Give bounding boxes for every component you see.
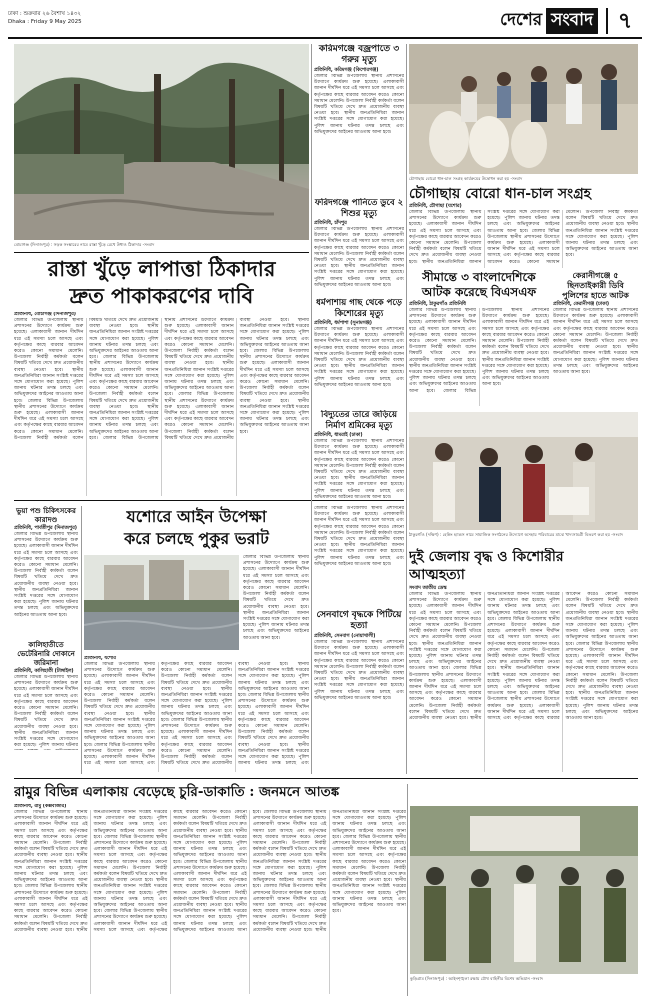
bsf-title-line2: আটক করেছে বিএসএফ — [421, 285, 537, 299]
karimganj-byline: প্রতিনিধি, করিমগঞ্জ (কিশোরগঞ্জ) — [314, 68, 379, 73]
jessore-article — [243, 555, 309, 655]
road-article — [14, 312, 309, 497]
fultola-article — [314, 198, 404, 293]
tree-body: জেলার বিভিন্ন উপজেলায় স্থানীয় প্রশাসনের উদ্যোগে কার্যক্রম শুরু হয়েছে। এলাকাবাসী জানান দীর্ঘদিন ধরে এই সমস্যা চলে আসছে এবং কর্তৃপক্ষের কাছে বারবার আবেদন করেও কোনো সমাধান মেলেনি। উপজেলা নির্বাহী কর্মকর্তা বলেন বিষয়টি খতিয়ে দেখে দ্রুত প্রয়োজনীয় ব্যবস্থা নেওয়া হবে। স্থানীয় জনপ্রতিনিধিরা জানান সংশ্লিষ্ট দপ্তরের সঙ্গে যোগাযোগ করা হয়েছে। পুলিশ জানায় ঘটনার তদন্ত চলছে এবং অভিযুক্তদের আইনের আওতায় আনা হবে। — [314, 327, 404, 388]
bsf-title-line1: সীমান্তে ৩ বাংলাদেশিকে — [422, 270, 536, 284]
chougachha-byline: প্রতিনিধি, চৌগাছা (যশোর) — [409, 204, 462, 209]
relief-photo — [409, 412, 638, 530]
section-title-left: দেশের — [500, 10, 543, 30]
bhola-title: ভুয়া পশু চিকিৎসকের কারাদণ্ড — [16, 506, 76, 524]
ramu-body: জেলার বিভিন্ন উপজেলায় স্থানীয় প্রশাসনের উদ্যোগে কার্যক্রম শুরু হয়েছে। এলাকাবাসী জানান দীর্ঘদিন ধরে এই সমস্যা চলে আসছে এবং কর্তৃপক্ষের কাছে বারবার আবেদন করেও কোনো সমাধান মেলেনি। উপজেলা নির্বাহী কর্মকর্তা বলেন বিষয়টি খতিয়ে দেখে দ্রুত প্রয়োজনীয় ব্যবস্থা নেওয়া হবে। স্থানীয় জনপ্রতিনিধিরা জানান সংশ্লিষ্ট দপ্তরের সঙ্গে যোগাযোগ করা হয়েছে। পুলিশ জানায় ঘটনার তদন্ত চলছে এবং অভিযুক্তদের আইনের আওতায় আনা হবে। জেলার বিভিন্ন উপজেলায় স্থানীয় প্রশাসনের উদ্যোগে কার্যক্রম শুরু হয়েছে। এলাকাবাসী জানান দীর্ঘদিন ধরে এই সমস্যা চলে আসছে এবং কর্তৃপক্ষের কাছে বারবার আবেদন করেও কোনো সমাধান মেলেনি। উপজেলা নির্বাহী কর্মকর্তা বলেন বিষয়টি খতিয়ে দেখে দ্রুত প্রয়োজনীয় ব্যবস্থা নেওয়া হবে। স্থানীয় জনপ্রতিনিধিরা জানান সংশ্লিষ্ট দপ্তরের সঙ্গে যোগাযোগ করা হয়েছে। পুলিশ জানায় ঘটনার তদন্ত চলছে এবং অভিযুক্তদের আইনের আওতায় আনা হবে। জেলার বিভিন্ন উপজেলায় স্থানীয় প্রশাসনের উদ্যোগে কার্যক্রম শুরু হয়েছে। এলাকাবাসী জানান দীর্ঘদিন ধরে এই সমস্যা চলে আসছে এবং কর্তৃপক্ষের কাছে বারবার আবেদন করেও কোনো সমাধান মেলেনি। উপজেলা নির্বাহী কর্মকর্তা বলেন বিষয়টি খতিয়ে দেখে দ্রুত প্রয়োজনীয় ব্যবস্থা নেওয়া হবে। স্থানীয় জনপ্রতিনিধিরা জানান সংশ্লিষ্ট দপ্তরের সঙ্গে যোগাযোগ করা হয়েছে। পুলিশ জানায় ঘটনার তদন্ত চলছে এবং অভিযুক্তদের আইনের আওতায় আনা হবে। জেলার বিভিন্ন উপজেলায় স্থানীয় প্রশাসনের উদ্যোগে কার্যক্রম শুরু হয়েছে। এলাকাবাসী জানান দীর্ঘদিন ধরে এই সমস্যা চলে আসছে এবং কর্তৃপক্ষের কাছে বারবার আবেদন করেও কোনো সমাধান মেলেনি। উপজেলা নির্বাহী কর্মকর্তা বলেন বিষয়টি খতিয়ে দেখে দ্রুত প্রয়োজনীয় ব্যবস্থা নেওয়া হবে। স্থানীয় জনপ্রতিনিধিরা জানান সংশ্লিষ্ট দপ্তরের সঙ্গে যোগাযোগ করা হয়েছে। পুলিশ জানায় ঘটনার তদন্ত চলছে এবং অভিযুক্তদের আইনের আওতায় আনা হবে। জেলার বিভিন্ন উপজেলায় স্থানীয় প্রশাসনের উদ্যোগে কার্যক্রম শুরু হয়েছে। এলাকাবাসী জানান দীর্ঘদিন ধরে এই সমস্যা চলে আসছে এবং কর্তৃপক্ষের কাছে বারবার আবেদন করেও কোনো সমাধান মেলেনি। উপজেলা নির্বাহী কর্মকর্তা বলেন বিষয়টি খতিয়ে দেখে দ্রুত প্রয়োজনীয় ব্যবস্থা নেওয়া হবে। স্থানীয় জনপ্রতিনিধিরা জানান সংশ্লিষ্ট দপ্তরের সঙ্গে যোগাযোগ করা হয়েছে। পুলিশ জানায় ঘটনার তদন্ত চলছে এবং অভিযুক্তদের আইনের আওতায় আনা হবে। জেলার বিভিন্ন উপজেলায় স্থানীয় প্রশাসনের উদ্যোগে কার্যক্রম শুরু হয়েছে। এলাকাবাসী জানান দীর্ঘদিন ধরে এই সমস্যা চলে আসছে এবং কর্তৃপক্ষের কাছে বারবার আবেদন করেও কোনো সমাধান মেলেনি। উপজেলা নির্বাহী কর্মকর্তা বলেন বিষয়টি খতিয়ে দেখে দ্রুত প্রয়োজনীয় ব্যবস্থা নেওয়া হবে। স্থানীয় জনপ্রতিনিধিরা জানান সংশ্লিষ্ট দপ্তরের সঙ্গে যোগাযোগ করা হয়েছে। পুলিশ জানায় ঘটনার তদন্ত চলছে এবং অভিযুক্তদের আইনের আওতায় আনা হবে। জেলার বিভিন্ন উপজেলায় স্থানীয় প্রশাসনের উদ্যোগে কার্যক্রম শুরু হয়েছে। এলাকাবাসী জানান দীর্ঘদিন ধরে এই সমস্যা চলে আসছে এবং কর্তৃপক্ষের কাছে বারবার আবেদন করেও কোনো সমাধান মেলেনি। উপজেলা নির্বাহী কর্মকর্তা বলেন বিষয়টি খতিয়ে দেখে দ্রুত প্রয়োজনীয় ব্যবস্থা নেওয়া হবে। স্থানীয় জনপ্রতিনিধিরা জানান সংশ্লিষ্ট দপ্তরের সঙ্গে যোগাযোগ করা হয়েছে। পুলিশ জানায় ঘটনার তদন্ত চলছে এবং অভিযুক্তদের আইনের আওতায় আনা হবে। জেলার বিভিন্ন উপজেলায় স্থানীয় প্রশাসনের উদ্যোগে কার্যক্রম শুরু হয়েছে। এলাকাবাসী জানান দীর্ঘদিন ধরে এই সমস্যা চলে আসছে এবং কর্তৃপক্ষের কাছে বারবার আবেদন করেও কোনো সমাধান মেলেনি। উপজেলা নির্বাহী কর্মকর্তা বলেন বিষয়টি খতিয়ে দেখে দ্রুত প্রয়োজনীয় ব্যবস্থা নেওয়া হবে। স্থানীয় জনপ্রতিনিধিরা জানান সংশ্লিষ্ট দপ্তরের সঙ্গে যোগাযোগ করা হয়েছে। পুলিশ জানায় ঘটনার তদন্ত চলছে এবং অভিযুক্তদের আইনের আওতায় আনা হবে। — [14, 810, 406, 933]
dateline — [8, 10, 168, 32]
senbagh-title: সেনবাগে বৃদ্ধকে পিটিয়ে হত্যা — [316, 610, 402, 631]
suicide-byline: সংবাদ জাতীয় ডেস্ক — [409, 586, 447, 591]
rice-collection-svg — [409, 44, 638, 174]
col-sep-2 — [406, 44, 407, 774]
road-photo — [14, 44, 309, 240]
karimganj-title: করিমগঞ্জে বজ্রপাতে ৩ গরুর মৃত্যু — [318, 44, 400, 65]
senbagh-body: জেলার বিভিন্ন উপজেলায় স্থানীয় প্রশাসনের উদ্যোগে কার্যক্রম শুরু হয়েছে। এলাকাবাসী জানান দীর্ঘদিন ধরে এই সমস্যা চলে আসছে এবং কর্তৃপক্ষের কাছে বারবার আবেদন করেও কোনো সমাধান মেলেনি। উপজেলা নির্বাহী কর্মকর্তা বলেন বিষয়টি খতিয়ে দেখে দ্রুত প্রয়োজনীয় ব্যবস্থা নেওয়া হবে। স্থানীয় জনপ্রতিনিধিরা জানান সংশ্লিষ্ট দপ্তরের সঙ্গে যোগাযোগ করা হয়েছে। পুলিশ জানায় ঘটনার তদন্ত চলছে এবং অভিযুক্তদের আইনের আওতায় আনা হবে। — [314, 640, 404, 701]
suicide-title-line1: দুই জেলায় বৃদ্ধ ও কিশোরীর — [409, 549, 564, 565]
chougachha-article — [409, 185, 638, 269]
senbagh-body-top: জেলার বিভিন্ন উপজেলায় স্থানীয় প্রশাসনের উদ্যোগে কার্যক্রম শুরু হয়েছে। এলাকাবাসী জানান দীর্ঘদিন ধরে এই সমস্যা চলে আসছে এবং কর্তৃপক্ষের কাছে বারবার আবেদন করেও কোনো সমাধান মেলেনি। উপজেলা নির্বাহী কর্মকর্তা বলেন বিষয়টি খতিয়ে দেখে দ্রুত প্রয়োজনীয় ব্যবস্থা নেওয়া হবে। স্থানীয় জনপ্রতিনিধিরা জানান সংশ্লিষ্ট দপ্তরের সঙ্গে যোগাযোগ করা হয়েছে। পুলিশ জানায় ঘটনার তদন্ত চলছে এবং অভিযুক্তদের আইনের আওতায় আনা হবে। — [314, 506, 404, 567]
bhola-byline: প্রতিনিধি, পার্বতীপুর (দিনাজপুর) — [14, 526, 77, 531]
mid-rule — [14, 500, 404, 501]
ramu-article — [14, 804, 406, 996]
road-body: জেলার বিভিন্ন উপজেলায় স্থানীয় প্রশাসনের উদ্যোগে কার্যক্রম শুরু হয়েছে। এলাকাবাসী জানান দীর্ঘদিন ধরে এই সমস্যা চলে আসছে এবং কর্তৃপক্ষের কাছে বারবার আবেদন করেও কোনো সমাধান মেলেনি। উপজেলা নির্বাহী কর্মকর্তা বলেন বিষয়টি খতিয়ে দেখে দ্রুত প্রয়োজনীয় ব্যবস্থা নেওয়া হবে। স্থানীয় জনপ্রতিনিধিরা জানান সংশ্লিষ্ট দপ্তরের সঙ্গে যোগাযোগ করা হয়েছে। পুলিশ জানায় ঘটনার তদন্ত চলছে এবং অভিযুক্তদের আইনের আওতায় আনা হবে। জেলার বিভিন্ন উপজেলায় স্থানীয় প্রশাসনের উদ্যোগে কার্যক্রম শুরু হয়েছে। এলাকাবাসী জানান দীর্ঘদিন ধরে এই সমস্যা চলে আসছে এবং কর্তৃপক্ষের কাছে বারবার আবেদন করেও কোনো সমাধান মেলেনি। উপজেলা নির্বাহী কর্মকর্তা বলেন বিষয়টি খতিয়ে দেখে দ্রুত প্রয়োজনীয় ব্যবস্থা নেওয়া হবে। স্থানীয় জনপ্রতিনিধিরা জানান সংশ্লিষ্ট দপ্তরের সঙ্গে যোগাযোগ করা হয়েছে। পুলিশ জানায় ঘটনার তদন্ত চলছে এবং অভিযুক্তদের আইনের আওতায় আনা হবে। জেলার বিভিন্ন উপজেলায় স্থানীয় প্রশাসনের উদ্যোগে কার্যক্রম শুরু হয়েছে। এলাকাবাসী জানান দীর্ঘদিন ধরে এই সমস্যা চলে আসছে এবং কর্তৃপক্ষের কাছে বারবার আবেদন করেও কোনো সমাধান মেলেনি। উপজেলা নির্বাহী কর্মকর্তা বলেন বিষয়টি খতিয়ে দেখে দ্রুত প্রয়োজনীয় ব্যবস্থা নেওয়া হবে। স্থানীয় জনপ্রতিনিধিরা জানান সংশ্লিষ্ট দপ্তরের সঙ্গে যোগাযোগ করা হয়েছে। পুলিশ জানায় ঘটনার তদন্ত চলছে এবং অভিযুক্তদের আইনের আওতায় আনা হবে। জেলার বিভিন্ন উপজেলায় স্থানীয় প্রশাসনের উদ্যোগে কার্যক্রম শুরু হয়েছে। এলাকাবাসী জানান দীর্ঘদিন ধরে এই সমস্যা চলে আসছে এবং কর্তৃপক্ষের কাছে বারবার আবেদন করেও কোনো সমাধান মেলেনি। উপজেলা নির্বাহী কর্মকর্তা বলেন বিষয়টি খতিয়ে দেখে দ্রুত প্রয়োজনীয় ব্যবস্থা নেওয়া হবে। স্থানীয় জনপ্রতিনিধিরা জানান সংশ্লিষ্ট দপ্তরের সঙ্গে যোগাযোগ করা হয়েছে। পুলিশ জানায় ঘটনার তদন্ত চলছে এবং অভিযুক্তদের আইনের আওতায় আনা হবে। জেলার বিভিন্ন উপজেলায় স্থানীয় প্রশাসনের উদ্যোগে কার্যক্রম শুরু হয়েছে। এলাকাবাসী জানান দীর্ঘদিন ধরে এই সমস্যা চলে আসছে এবং কর্তৃপক্ষের কাছে বারবার আবেদন করেও কোনো সমাধান মেলেনি। উপজেলা নির্বাহী কর্মকর্তা বলেন বিষয়টি খতিয়ে দেখে দ্রুত প্রয়োজনীয় ব্যবস্থা নেওয়া হবে। স্থানীয় জনপ্রতিনিধিরা জানান সংশ্লিষ্ট দপ্তরের সঙ্গে যোগাযোগ করা হয়েছে। পুলিশ জানায় ঘটনার তদন্ত চলছে এবং অভিযুক্তদের আইনের আওতায় আনা হবে। জেলার বিভিন্ন উপজেলায় স্থানীয় প্রশাসনের উদ্যোগে কার্যক্রম শুরু হয়েছে। এলাকাবাসী জানান দীর্ঘদিন ধরে এই সমস্যা চলে আসছে এবং কর্তৃপক্ষের কাছে বারবার আবেদন করেও কোনো সমাধান মেলেনি। উপজেলা নির্বাহী কর্মকর্তা বলেন বিষয়টি খতিয়ে দেখে দ্রুত প্রয়োজনীয় ব্যবস্থা নেওয়া হবে। স্থানীয় জনপ্রতিনিধিরা জানান সংশ্লিষ্ট দপ্তরের সঙ্গে যোগাযোগ করা হয়েছে। পুলিশ জানায় ঘটনার তদন্ত চলছে এবং অভিযুক্তদের আইনের আওতায় আনা হবে। — [14, 318, 309, 441]
electric-body: জেলার বিভিন্ন উপজেলায় স্থানীয় প্রশাসনের উদ্যোগে কার্যক্রম শুরু হয়েছে। এলাকাবাসী জানান দীর্ঘদিন ধরে এই সমস্যা চলে আসছে এবং কর্তৃপক্ষের কাছে বারবার আবেদন করেও কোনো সমাধান মেলেনি। উপজেলা নির্বাহী কর্মকর্তা বলেন বিষয়টি খতিয়ে দেখে দ্রুত প্রয়োজনীয় ব্যবস্থা নেওয়া হবে। স্থানীয় জনপ্রতিনিধিরা জানান সংশ্লিষ্ট দপ্তরের সঙ্গে যোগাযোগ করা হয়েছে। পুলিশ জানায় ঘটনার তদন্ত চলছে এবং অভিযুক্তদের আইনের আওতায় আনা হবে। — [314, 439, 404, 498]
road-headline-top-rule — [14, 252, 309, 253]
karimganj-article — [314, 44, 404, 194]
masthead-rule — [8, 37, 642, 39]
dateline-bn: ঢাকা : শুক্রবার ২৬ বৈশাখ ১৪৩২ — [8, 11, 81, 17]
electric-title: বিদ্যুতের তারে জড়িয়ে নির্মাণ শ্রমিকের মৃত্যু — [321, 410, 397, 431]
kaliganj-body: জেলার বিভিন্ন উপজেলায় স্থানীয় প্রশাসনের উদ্যোগে কার্যক্রম শুরু হয়েছে। এলাকাবাসী জানান দীর্ঘদিন ধরে এই সমস্যা চলে আসছে এবং কর্তৃপক্ষের কাছে বারবার আবেদন করেও কোনো সমাধান মেলেনি। উপজেলা নির্বাহী কর্মকর্তা বলেন বিষয়টি খতিয়ে দেখে দ্রুত প্রয়োজনীয় ব্যবস্থা নেওয়া হবে। স্থানীয় জনপ্রতিনিধিরা জানান সংশ্লিষ্ট দপ্তরের সঙ্গে যোগাযোগ করা হয়েছে। পুলিশ জানায় ঘটনার — [14, 675, 78, 749]
keraniganj-article — [553, 270, 638, 410]
relief-scene-svg — [409, 412, 638, 530]
senbagh-byline: প্রতিনিধি, সেনবাগ (নোয়াখালী) — [314, 634, 376, 639]
col-sep-3 — [81, 506, 82, 774]
kaliganj-article — [14, 640, 78, 750]
tree-title: ধর্মপাশায় গাছ থেকে পড়ে কিশোরের মৃত্যু — [316, 298, 402, 319]
bhola-body: জেলার বিভিন্ন উপজেলায় স্থানীয় প্রশাসনের উদ্যোগে কার্যক্রম শুরু হয়েছে। এলাকাবাসী জানান দীর্ঘদিন ধরে এই সমস্যা চলে আসছে এবং কর্তৃপক্ষের কাছে বারবার আবেদন করেও কোনো সমাধান মেলেনি। উপজেলা নির্বাহী কর্মকর্তা বলেন বিষয়টি খতিয়ে দেখে দ্রুত প্রয়োজনীয় ব্যবস্থা নেওয়া হবে। স্থানীয় জনপ্রতিনিধিরা জানান সংশ্লিষ্ট দপ্তরের সঙ্গে যোগাযোগ করা হয়েছে। পুলিশ জানায় ঘটনার তদন্ত চলছে এবং অভিযুক্তদের আইনের আওতায় আনা হবে। — [14, 532, 78, 618]
fultola-body: জেলার বিভিন্ন উপজেলায় স্থানীয় প্রশাসনের উদ্যোগে কার্যক্রম শুরু হয়েছে। এলাকাবাসী জানান দীর্ঘদিন ধরে এই সমস্যা চলে আসছে এবং কর্তৃপক্ষের কাছে বারবার আবেদন করেও কোনো সমাধান মেলেনি। উপজেলা নির্বাহী কর্মকর্তা বলেন বিষয়টি খতিয়ে দেখে দ্রুত প্রয়োজনীয় ব্যবস্থা নেওয়া হবে। স্থানীয় জনপ্রতিনিধিরা জানান সংশ্লিষ্ট দপ্তরের সঙ্গে যোগাযোগ করা হয়েছে। পুলিশ জানায় ঘটনার তদন্ত চলছে এবং অভিযুক্তদের আইনের আওতায় আনা হবে। — [314, 227, 404, 288]
section-title — [428, 8, 598, 34]
chougachha-photo — [409, 44, 638, 174]
bottom-photo-caption: কুড়িগ্রাম (দিনাজপুর) : আইনশৃঙ্খলা রক্ষায় যৌথ বাহিনীর বিশেষ অভিযান -সংবাদ — [410, 976, 544, 981]
bsf-byline: প্রতিনিধি, ঠাকুরগাঁও প্রতিনিধি — [409, 302, 466, 307]
section-title-right: সংবাদ — [546, 8, 598, 34]
relief-photo-caption: ঠাকুরগাঁও (দক্ষিণ) : হেল্পিং হ্যান্ডস নামে সামাজিক সংগঠনের উদ্যোগে অসহায় পরিবারের মাঝে খাদ্যসামগ্রী বিতরণ করা হয় -সংবাদ — [409, 532, 624, 537]
col-sep-1 — [311, 44, 312, 774]
jessore-byline: প্রতিনিধি, যশোর — [84, 656, 116, 661]
keraniganj-title: কেরানীগঞ্জে ৫ ছিনতাইকারী ডিবি পুলিশের হাতে আটক — [562, 270, 629, 300]
karimganj-body: জেলার বিভিন্ন উপজেলায় স্থানীয় প্রশাসনের উদ্যোগে কার্যক্রম শুরু হয়েছে। এলাকাবাসী জানান দীর্ঘদিন ধরে এই সমস্যা চলে আসছে এবং কর্তৃপক্ষের কাছে বারবার আবেদন করেও কোনো সমাধান মেলেনি। উপজেলা নির্বাহী কর্মকর্তা বলেন বিষয়টি খতিয়ে দেখে দ্রুত প্রয়োজনীয় ব্যবস্থা নেওয়া হবে। স্থানীয় জনপ্রতিনিধিরা জানান সংশ্লিষ্ট দপ্তরের সঙ্গে যোগাযোগ করা হয়েছে। পুলিশ জানায় ঘটনার তদন্ত চলছে এবং অভিযুক্তদের আইনের আওতায় আনা হবে। — [314, 74, 404, 135]
fultola-title: ফরিদগঞ্জে পানিতে ডুবে ২ শিশুর মৃত্যু — [314, 198, 404, 219]
fultola-byline: প্রতিনিধি, চাঁদপুর — [314, 221, 347, 226]
col-sep-4 — [407, 784, 408, 996]
electric-article — [314, 410, 404, 498]
road-photo-caption: বোচাগঞ্জ (দিনাজপুর) : সড়ক সংস্কারের নামে রাস্তা খুঁড়ে রেখে উধাও ঠিকাদার -সংবাদ — [14, 242, 155, 247]
bsf-article — [409, 270, 549, 410]
road-title-line1: রাস্তা খুঁড়ে লাপাত্তা ঠিকাদার — [47, 256, 276, 281]
suicide-article — [409, 548, 638, 774]
ramu-title: রামুর বিভিন্ন এলাকায় বেড়েছে চুরি-ডাকাতি : জনমনে আতঙ্ক — [14, 784, 340, 800]
bsf-body: জেলার বিভিন্ন উপজেলায় স্থানীয় প্রশাসনের উদ্যোগে কার্যক্রম শুরু হয়েছে। এলাকাবাসী জানান দীর্ঘদিন ধরে এই সমস্যা চলে আসছে এবং কর্তৃপক্ষের কাছে বারবার আবেদন করেও কোনো সমাধান মেলেনি। উপজেলা নির্বাহী কর্মকর্তা বলেন বিষয়টি খতিয়ে দেখে দ্রুত প্রয়োজনীয় ব্যবস্থা নেওয়া হবে। স্থানীয় জনপ্রতিনিধিরা জানান সংশ্লিষ্ট দপ্তরের সঙ্গে যোগাযোগ করা হয়েছে। পুলিশ জানায় ঘটনার তদন্ত চলছে এবং অভিযুক্তদের আইনের আওতায় আনা হবে। জেলার বিভিন্ন উপজেলায় স্থানীয় প্রশাসনের উদ্যোগে কার্যক্রম শুরু হয়েছে। এলাকাবাসী জানান দীর্ঘদিন ধরে এই সমস্যা চলে আসছে এবং কর্তৃপক্ষের কাছে বারবার আবেদন করেও কোনো সমাধান মেলেনি। উপজেলা নির্বাহী কর্মকর্তা বলেন বিষয়টি খতিয়ে দেখে দ্রুত প্রয়োজনীয় ব্যবস্থা নেওয়া হবে। স্থানীয় জনপ্রতিনিধিরা জানান সংশ্লিষ্ট দপ্তরের সঙ্গে যোগাযোগ করা হয়েছে। পুলিশ জানায় ঘটনার তদন্ত চলছে এবং অভিযুক্তদের আইনের আওতায় আনা হবে। — [409, 308, 549, 394]
kaliganj-byline: প্রতিনিধি, কালিহাতী (টাঙ্গাইল) — [14, 669, 74, 674]
jessore-body-side: জেলার বিভিন্ন উপজেলায় স্থানীয় প্রশাসনের উদ্যোগে কার্যক্রম শুরু হয়েছে। এলাকাবাসী জানান দীর্ঘদিন ধরে এই সমস্যা চলে আসছে এবং কর্তৃপক্ষের কাছে বারবার আবেদন করেও কোনো সমাধান মেলেনি। উপজেলা নির্বাহী কর্মকর্তা বলেন বিষয়টি খতিয়ে দেখে দ্রুত প্রয়োজনীয় ব্যবস্থা নেওয়া হবে। স্থানীয় জনপ্রতিনিধিরা জানান সংশ্লিষ্ট দপ্তরের সঙ্গে যোগাযোগ করা হয়েছে। পুলিশ জানায় ঘটনার তদন্ত চলছে এবং অভিযুক্তদের আইনের আওতায় আনা হবে। — [243, 555, 309, 641]
pond-scene-svg — [84, 555, 239, 650]
senbagh-article — [314, 506, 404, 774]
page-number: ৭ — [606, 8, 642, 34]
road-title-line2: দ্রুত পাকাকরণের দাবি — [69, 283, 254, 308]
ramu-top-rule — [14, 778, 638, 779]
electric-byline: প্রতিনিধি, ধামরাই (ঢাকা) — [314, 433, 363, 438]
chougachha-body: জেলার বিভিন্ন উপজেলায় স্থানীয় প্রশাসনের উদ্যোগে কার্যক্রম শুরু হয়েছে। এলাকাবাসী জানান দীর্ঘদিন ধরে এই সমস্যা চলে আসছে এবং কর্তৃপক্ষের কাছে বারবার আবেদন করেও কোনো সমাধান মেলেনি। উপজেলা নির্বাহী কর্মকর্তা বলেন বিষয়টি খতিয়ে দেখে দ্রুত প্রয়োজনীয় ব্যবস্থা নেওয়া হবে। স্থানীয় জনপ্রতিনিধিরা জানান সংশ্লিষ্ট দপ্তরের সঙ্গে যোগাযোগ করা হয়েছে। পুলিশ জানায় ঘটনার তদন্ত চলছে এবং অভিযুক্তদের আইনের আওতায় আনা হবে। জেলার বিভিন্ন উপজেলায় স্থানীয় প্রশাসনের উদ্যোগে কার্যক্রম শুরু হয়েছে। এলাকাবাসী জানান দীর্ঘদিন ধরে এই সমস্যা চলে আসছে এবং কর্তৃপক্ষের কাছে বারবার আবেদন করেও কোনো সমাধান মেলেনি। উপজেলা নির্বাহী কর্মকর্তা বলেন বিষয়টি খতিয়ে দেখে দ্রুত প্রয়োজনীয় ব্যবস্থা নেওয়া হবে। স্থানীয় জনপ্রতিনিধিরা জানান সংশ্লিষ্ট দপ্তরের সঙ্গে যোগাযোগ করা হয়েছে। পুলিশ জানায় ঘটনার তদন্ত চলছে এবং অভিযুক্তদের আইনের আওতায় আনা হবে। — [409, 210, 638, 265]
dateline-en: Dhaka : Friday 9 May 2025 — [8, 19, 82, 25]
chougachha-title: চৌগাছায় বোরো ধান-চাল সংগ্রহ — [409, 186, 592, 202]
keraniganj-body: জেলার বিভিন্ন উপজেলায় স্থানীয় প্রশাসনের উদ্যোগে কার্যক্রম শুরু হয়েছে। এলাকাবাসী জানান দীর্ঘদিন ধরে এই সমস্যা চলে আসছে এবং কর্তৃপক্ষের কাছে বারবার আবেদন করেও কোনো সমাধান মেলেনি। উপজেলা নির্বাহী কর্মকর্তা বলেন বিষয়টি খতিয়ে দেখে দ্রুত প্রয়োজনীয় ব্যবস্থা নেওয়া হবে। স্থানীয় জনপ্রতিনিধিরা জানান সংশ্লিষ্ট দপ্তরের সঙ্গে যোগাযোগ করা হয়েছে। পুলিশ জানায় ঘটনার তদন্ত চলছে এবং অভিযুক্তদের আইনের আওতায় আনা হবে। — [553, 308, 638, 376]
chougachha-photo-caption: চৌগাছায় বোরো ধান-চাল সংগ্রহ কার্যক্রমের উদ্বোধন করা হয় -সংবাদ — [409, 176, 523, 181]
tree-article — [314, 298, 404, 406]
masthead — [8, 8, 642, 36]
jessore-body: জেলার বিভিন্ন উপজেলায় স্থানীয় প্রশাসনের উদ্যোগে কার্যক্রম শুরু হয়েছে। এলাকাবাসী জানান দীর্ঘদিন ধরে এই সমস্যা চলে আসছে এবং কর্তৃপক্ষের কাছে বারবার আবেদন করেও কোনো সমাধান মেলেনি। উপজেলা নির্বাহী কর্মকর্তা বলেন বিষয়টি খতিয়ে দেখে দ্রুত প্রয়োজনীয় ব্যবস্থা নেওয়া হবে। স্থানীয় জনপ্রতিনিধিরা জানান সংশ্লিষ্ট দপ্তরের সঙ্গে যোগাযোগ করা হয়েছে। পুলিশ জানায় ঘটনার তদন্ত চলছে এবং অভিযুক্তদের আইনের আওতায় আনা হবে। জেলার বিভিন্ন উপজেলায় স্থানীয় প্রশাসনের উদ্যোগে কার্যক্রম শুরু হয়েছে। এলাকাবাসী জানান দীর্ঘদিন ধরে এই সমস্যা চলে আসছে এবং কর্তৃপক্ষের কাছে বারবার আবেদন করেও কোনো সমাধান মেলেনি। উপজেলা নির্বাহী কর্মকর্তা বলেন বিষয়টি খতিয়ে দেখে দ্রুত প্রয়োজনীয় ব্যবস্থা নেওয়া হবে। স্থানীয় জনপ্রতিনিধিরা জানান সংশ্লিষ্ট দপ্তরের সঙ্গে যোগাযোগ করা হয়েছে। পুলিশ জানায় ঘটনার তদন্ত চলছে এবং অভিযুক্তদের আইনের আওতায় আনা হবে। জেলার বিভিন্ন উপজেলায় স্থানীয় প্রশাসনের উদ্যোগে কার্যক্রম শুরু হয়েছে। এলাকাবাসী জানান দীর্ঘদিন ধরে এই সমস্যা চলে আসছে এবং কর্তৃপক্ষের কাছে বারবার আবেদন করেও কোনো সমাধান মেলেনি। উপজেলা নির্বাহী কর্মকর্তা বলেন বিষয়টি খতিয়ে দেখে দ্রুত প্রয়োজনীয় ব্যবস্থা নেওয়া হবে। স্থানীয় জনপ্রতিনিধিরা জানান সংশ্লিষ্ট দপ্তরের সঙ্গে যোগাযোগ করা হয়েছে। পুলিশ জানায় ঘটনার তদন্ত চলছে এবং অভিযুক্তদের আইনের আওতায় আনা হবে। জেলার বিভিন্ন উপজেলায় স্থানীয় প্রশাসনের উদ্যোগে কার্যক্রম শুরু হয়েছে। এলাকাবাসী জানান দীর্ঘদিন ধরে এই সমস্যা চলে আসছে এবং কর্তৃপক্ষের কাছে বারবার আবেদন করেও কোনো সমাধান মেলেনি। উপজেলা নির্বাহী কর্মকর্তা বলেন বিষয়টি খতিয়ে দেখে দ্রুত প্রয়োজনীয় ব্যবস্থা নেওয়া হবে। স্থানীয় জনপ্রতিনিধিরা জানান সংশ্লিষ্ট দপ্তরের সঙ্গে যোগাযোগ করা হয়েছে। পুলিশ জানায় ঘটনার তদন্ত চলছে এবং — [84, 662, 309, 767]
ramu-byline: প্রতিনিধি, রামু (কক্সবাজার) — [14, 804, 67, 809]
tree-byline: প্রতিনিধি, ধর্মপাশা (সুনামগঞ্জ) — [314, 321, 372, 326]
suicide-title-line2: আত্মহত্যা — [409, 567, 465, 583]
bhola-article — [14, 506, 78, 636]
suicide-body: জেলার বিভিন্ন উপজেলায় স্থানীয় প্রশাসনের উদ্যোগে কার্যক্রম শুরু হয়েছে। এলাকাবাসী জানান দীর্ঘদিন ধরে এই সমস্যা চলে আসছে এবং কর্তৃপক্ষের কাছে বারবার আবেদন করেও কোনো সমাধান মেলেনি। উপজেলা নির্বাহী কর্মকর্তা বলেন বিষয়টি খতিয়ে দেখে দ্রুত প্রয়োজনীয় ব্যবস্থা নেওয়া হবে। স্থানীয় জনপ্রতিনিধিরা জানান সংশ্লিষ্ট দপ্তরের সঙ্গে যোগাযোগ করা হয়েছে। পুলিশ জানায় ঘটনার তদন্ত চলছে এবং অভিযুক্তদের আইনের আওতায় আনা হবে। জেলার বিভিন্ন উপজেলায় স্থানীয় প্রশাসনের উদ্যোগে কার্যক্রম শুরু হয়েছে। এলাকাবাসী জানান দীর্ঘদিন ধরে এই সমস্যা চলে আসছে এবং কর্তৃপক্ষের কাছে বারবার আবেদন করেও কোনো সমাধান মেলেনি। উপজেলা নির্বাহী কর্মকর্তা বলেন বিষয়টি খতিয়ে দেখে দ্রুত প্রয়োজনীয় ব্যবস্থা নেওয়া হবে। স্থানীয় জনপ্রতিনিধিরা জানান সংশ্লিষ্ট দপ্তরের সঙ্গে যোগাযোগ করা হয়েছে। পুলিশ জানায় ঘটনার তদন্ত চলছে এবং অভিযুক্তদের আইনের আওতায় আনা হবে। জেলার বিভিন্ন উপজেলায় স্থানীয় প্রশাসনের উদ্যোগে কার্যক্রম শুরু হয়েছে। এলাকাবাসী জানান দীর্ঘদিন ধরে এই সমস্যা চলে আসছে এবং কর্তৃপক্ষের কাছে বারবার আবেদন করেও কোনো সমাধান মেলেনি। উপজেলা নির্বাহী কর্মকর্তা বলেন বিষয়টি খতিয়ে দেখে দ্রুত প্রয়োজনীয় ব্যবস্থা নেওয়া হবে। স্থানীয় জনপ্রতিনিধিরা জানান সংশ্লিষ্ট দপ্তরের সঙ্গে যোগাযোগ করা হয়েছে। পুলিশ জানায় ঘটনার তদন্ত চলছে এবং অভিযুক্তদের আইনের আওতায় আনা হবে। জেলার বিভিন্ন উপজেলায় স্থানীয় প্রশাসনের উদ্যোগে কার্যক্রম শুরু হয়েছে। এলাকাবাসী জানান দীর্ঘদিন ধরে এই সমস্যা চলে আসছে এবং কর্তৃপক্ষের কাছে বারবার আবেদন করেও কোনো সমাধান মেলেনি। উপজেলা নির্বাহী কর্মকর্তা বলেন বিষয়টি খতিয়ে দেখে দ্রুত প্রয়োজনীয় ব্যবস্থা নেওয়া হবে। স্থানীয় জনপ্রতিনিধিরা জানান সংশ্লিষ্ট দপ্তরের সঙ্গে যোগাযোগ করা হয়েছে। পুলিশ জানায় ঘটনার তদন্ত চলছে এবং অভিযুক্তদের আইনের আওতায় আনা হবে। জেলার বিভিন্ন উপজেলায় স্থানীয় প্রশাসনের উদ্যোগে কার্যক্রম শুরু হয়েছে। এলাকাবাসী জানান দীর্ঘদিন ধরে এই সমস্যা চলে আসছে এবং কর্তৃপক্ষের কাছে বারবার আবেদন করেও কোনো সমাধান মেলেনি। উপজেলা নির্বাহী কর্মকর্তা বলেন বিষয়টি খতিয়ে দেখে দ্রুত প্রয়োজনীয় ব্যবস্থা নেওয়া হবে। স্থানীয় জনপ্রতিনিধিরা জানান সংশ্লিষ্ট দপ্তরের সঙ্গে যোগাযোগ করা হয়েছে। পুলিশ জানায় ঘটনার তদন্ত চলছে এবং অভিযুক্তদের আইনের আওতায় আনা হবে। — [409, 592, 638, 722]
keraniganj-byline: প্রতিনিধি, কেরানীগঞ্জ (ঢাকা) — [553, 302, 610, 307]
kaliganj-title: কালিহাতীতে ভেটেরিনারি দোকানে জরিমানা — [17, 640, 75, 667]
pond-photo — [84, 555, 239, 650]
road-byline: প্রতিনিধি, বোচাগঞ্জ (দিনাজপুর) — [14, 312, 76, 317]
jessore-body-wrap — [84, 656, 309, 774]
jessore-title-line1: যশোরে আইন উপেক্ষা — [126, 507, 267, 526]
bottom-photo — [410, 806, 638, 974]
road-scene-svg — [14, 44, 309, 240]
patrol-scene-svg — [410, 806, 638, 974]
jessore-title-line2: করে চলছে পুকুর ভরাট — [124, 529, 269, 548]
